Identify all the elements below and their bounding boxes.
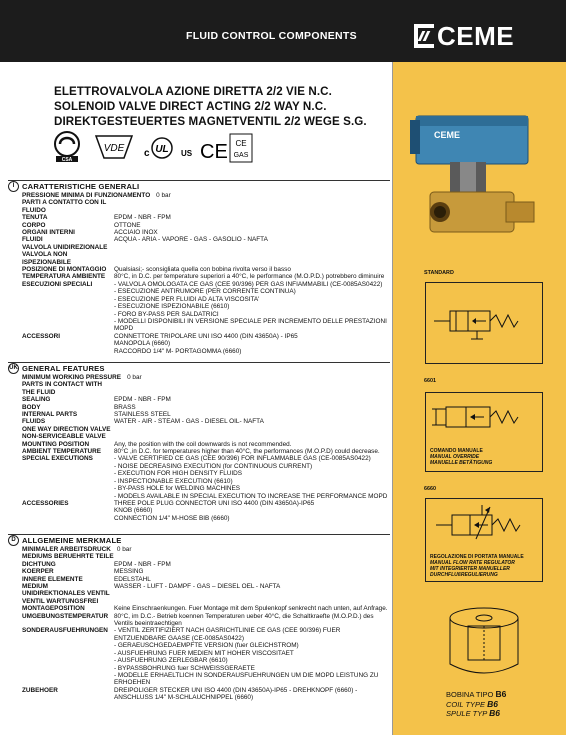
section-header [8,180,390,192]
spec-row [8,561,390,568]
caption-line: MANUAL OVERRIDE [430,454,480,460]
spec-key: UNIDIREKTIONALES VENTIL [22,590,110,598]
spec-row [8,583,390,590]
spec-key: ESECUZIONI SPECIALI [22,280,93,288]
section-english [8,362,390,522]
spec-key: SPECIAL EXECUTIONS [22,455,93,463]
spec-row [8,598,390,605]
ce-gas-mark-icon [230,134,252,162]
spec-row [8,333,390,355]
coil-label-en: COIL TYPE [446,699,488,709]
ce-mark-icon [200,141,228,163]
coil-label-de: SPULE TYP [446,709,490,718]
spec-row [8,244,390,251]
spec-value: EDELSTAHL [114,575,151,583]
caption-line: MANUAL FLOW RATE REGULATOR [430,560,515,566]
spec-value: WASSER - LUFT - DAMPF - GAS – DIESEL OEL - NAFTA [114,583,281,591]
spec-value: STAINLESS STEEL [114,411,171,419]
title-it: ELETTROVALVOLA AZIONE DIRETTA 2/2 VIE N.C. [54,85,332,98]
spec-row [8,396,390,403]
section-title: ALLGEMEINE MERKMALE [22,535,122,545]
spec-value: 80°C, in D.C. per temperature superiori a 40°C, le performance (M.O.P.D.) potrebbero diminuire [114,273,385,281]
symbol-6660-label: 6660 [424,486,436,492]
spec-row [8,613,390,628]
spec-value: OTTONE [114,221,141,229]
header-title: FLUID CONTROL COMPONENTS [186,30,357,42]
spec-value: ACCIAIO INOX [114,229,158,237]
spec-row [8,214,390,221]
spec-row [8,281,390,333]
spec-row [8,374,390,381]
caption-line: MIT INTEGRIERTER MANUELLER [430,566,510,572]
spec-key: NON-SERVICEABLE VALVE [22,433,106,441]
coil-label-it: BOBINA TIPO [446,690,496,699]
spec-key: INTERNAL PARTS [22,411,78,419]
page-header [0,0,566,62]
vde-mark-icon [96,136,132,158]
spec-value: EPDM - NBR - FPM [114,396,171,404]
spec-row [8,590,390,597]
spec-key: DICHTUNG [22,560,56,568]
spec-row [8,404,390,411]
svg-text:CSA: CSA [61,157,73,163]
spec-key: ONE WAY DIRECTION VALVE [22,425,111,433]
spec-row [8,222,390,229]
spec-key: BODY [22,403,41,411]
spec-value: CONNETTORE TRIPOLARE UNI ISO 4400 (DIN 43650A) - IP65 MANOPOLA (6660) RACCORDO 1/4" M- PORTAGOMMA (6660) [114,332,298,355]
coil-code: B6 [495,689,507,699]
svg-text:CE: CE [200,141,228,163]
spec-value: 80°C ,in D.C. for temperatures higher than 40°C, the performances (M.O.P.D) could decrease. [114,448,380,456]
title-de: DIREKTGESTEUERTES MAGNETVENTIL 2/2 WEGE S.G. [54,115,367,128]
spec-key: MOUNTING POSITION [22,440,90,448]
spec-key: VALVOLA UNIDIREZIONALE [22,243,108,251]
spec-value: - VALVE CERTIFIED CE GAS (CEE 90/396) FOR INFLAMMABLE GAS (CE-0085AS0422) - NOISE DECREASING EXECUTION (for CONTINUOUS CURRENT) - EXECUTION FOR HIGH DENSITY FLUIDS - INSPECTIONABLE EXECUTION (6610) - BY-PASS HOLE for WELDING MACHINES - MODELS AVAILABLE IN SPECIAL EXECUTION TO INCREASE THE PERFORMANCE MOPD [114,455,388,500]
spec-row [8,426,390,433]
spec-row [8,455,390,499]
csa-mark-icon [55,132,79,163]
spec-value: - VALVOLA OMOLOGATA CE GAS (CEE 90/396) PER GAS INFIAMMABILI (CE-0085AS0422) - ESECUZIONE ANTIRUMORE (PER CORRENTE CONTINUA) - ESECUZIONE PER FLUIDI AD ALTA VISCOSITA' - ESECUZIONE ISPEZIONABILE (6610) - FORO BY-PASS PER SALDATRICI - MODELLI DISPONIBILI IN VERSIONE SPECIALE PER INCREMENTO DELLE PRESTAZIONI MOPD [114,280,387,333]
spec-value: WATER - AIR - STEAM - GAS - DIESEL OIL- NAFTA [114,418,264,426]
svg-text:CEME: CEME [434,130,461,140]
valve-symbol-flow-regulator-icon [426,499,542,549]
spec-row [8,251,390,266]
spec-value: 80°C, im D.C.- Betrieb koennen Temperaturen ueber 40°C, die Schaltkraefte (M.O.P.D.) des Ventils beeintraechtigen [114,612,374,628]
spec-value [114,381,390,396]
ceme-logo [414,22,514,50]
spec-key: TEMPERATURA AMBIENTE [22,273,106,281]
section-italian [8,180,390,355]
symbol-6660 [425,498,543,582]
spec-key: MEDIUMS BERUEHRTE TEILE [22,553,114,561]
spec-key: PRESSIONE MINIMA DI FUNZIONAMENTO [22,192,151,199]
language-marker: I [8,181,19,192]
spec-key: VALVOLA NON ISPEZIONABILE [22,251,72,266]
svg-text:VDE: VDE [103,143,125,154]
coil-drawing [438,602,528,686]
section-german [8,534,390,702]
spec-key: KOERPER [22,568,54,576]
spec-row [8,568,390,575]
spec-value: ACQUA - ARIA - VAPORE - GAS - GASOLIO - NAFTA [114,236,268,244]
symbol-standard-label: STANDARD [424,270,454,276]
section-title: CARATTERISTICHE GENERALI [22,181,140,191]
svg-text:GAS: GAS [233,152,249,159]
spec-value [114,244,390,251]
column-divider [392,62,393,735]
ceme-logo-mark-icon [414,24,434,48]
spec-value: EPDM - NBR - FPM [114,560,171,568]
spec-value [114,590,390,597]
section-header [8,534,390,546]
section-title: GENERAL FEATURES [22,363,105,373]
spec-row [8,418,390,425]
spec-value: Keine Einschraenkungen. Fuer Montage mit dem Spulenkopf senkrecht nach unten, auf Anfrage. [114,605,388,613]
spec-row [8,273,390,280]
spec-value: MESSING [114,568,144,576]
spec-value: BRASS [114,403,136,411]
spec-key: VENTIL WARTUNGSFREI [22,597,99,605]
ul-mark-icon [144,138,193,159]
spec-row [8,576,390,583]
spec-key: AMBIENT TEMPERATURE [22,448,102,456]
spec-key: PARTS IN CONTACT WITH THE FLUID [22,381,102,396]
spec-row [8,687,390,702]
caption-line: MANUELLE BETÄTIGUNG [430,460,493,466]
spec-key: FLUIDS [22,418,46,426]
coil-type-label [446,690,506,719]
spec-row [8,411,390,418]
spec-row [8,192,390,199]
section-header [8,362,390,374]
spec-key: MEDIUM [22,583,48,591]
svg-text:CE: CE [235,139,247,148]
symbol-6601-label: 6601 [424,378,436,384]
caption-line: DURCHFLUßREGULIERUNG [430,572,498,578]
spec-row [8,381,390,396]
spec-row [8,229,390,236]
spec-key: ACCESSORI [22,332,60,340]
spec-key: MONTAGEPOSITION [22,605,85,613]
symbol-standard [425,282,543,364]
spec-key: PARTI A CONTATTO CON IL FLUIDO [22,199,107,214]
spec-key: UMGEBUNGSTEMPERATUR [22,612,109,620]
symbol-6601 [425,392,543,472]
coil-code: B6 [487,698,499,709]
title-en: SOLENOID VALVE DIRECT ACTING 2/2 WAY N.C. [54,100,327,113]
spec-value: 0 bar [127,374,142,381]
valve-symbol-manual-icon [426,393,542,443]
spec-value: 0 bar [156,192,171,199]
symbol-6601-caption [426,448,542,466]
spec-key: MINIMUM WORKING PRESSURE [22,374,122,381]
spec-value: EPDM - NBR - FPM [114,214,171,222]
spec-value: DREIPOLIGER STECKER UNI ISO 4400 (DIN 43650A)-IP65 - DREHKNOPF (6660) - ANSCHLUSS 1/4" M-SCHLAUCHNIPPEL (6660) [114,686,358,702]
svg-text:US: US [181,149,193,158]
spec-row [8,448,390,455]
spec-key: INNERE ELEMENTE [22,575,83,583]
language-marker: D [8,535,19,546]
spec-row [8,236,390,243]
svg-text:UL: UL [155,144,169,155]
spec-value [114,433,390,440]
symbol-6660-caption [426,554,542,578]
caption-line: REGOLAZIONE DI PORTATA MANUALE [430,554,524,560]
spec-value: 0 bar [116,546,132,553]
spec-row [8,500,390,522]
spec-row [8,553,390,560]
spec-value [114,426,390,433]
spec-value: Any, the position with the coil downwards is not recommended. [114,440,292,448]
spec-row [8,199,390,214]
valve-photo [410,96,550,256]
valve-symbol-standard-icon [426,283,542,363]
spec-row [8,433,390,440]
spec-row [8,627,390,686]
spec-row [8,441,390,448]
spec-value [114,199,390,214]
spec-row [8,605,390,612]
spec-key: SEALING [22,396,51,404]
spec-key: CORPO [22,221,46,229]
spec-value [114,251,390,266]
spec-key: MINIMALER ARBEITSDRUCK [22,546,111,553]
spec-value [114,553,390,560]
spec-value: - VENTIL ZERTIFIZIERT NACH GASRICHTLINIE CE GAS (CEE 90/396) FUER ENTZUENDBARE GAASE (CE-0085AS0422) - GERAEUSCHGEDAEMPFTE VERSION (fuer GLEICHSTROM) - AUSFUEHRUNG FUER MEDIEN MIT HOHER VISCOSITAET - AUSFUEHRUNG ZERLEGBAR (6610) - BYPASSBOHRUNG fuer SCHWEISSGERAETE - MODELLE ERHAELTLICH IN SONDERAUSFUEHRUNGEN UM DIE MOPD LEISTUNG ZU ERHOEHEN [114,627,379,687]
spec-value: Qualsiasi;- sconsigliata quella con bobina rivolta verso il basso [114,266,291,274]
certification-marks [52,128,382,168]
language-marker: UK [8,363,19,374]
spec-key: ZUBEHOER [22,686,58,694]
spec-row [8,546,390,553]
spec-value: THREE POLE PLUG CONNECTOR UNI ISO 4400 (DIN 43650A)-IP65 KNOB (6660) CONNECTION 1/4" M-HOSE BIB (6660) [114,499,315,522]
spec-value [114,598,390,605]
product-titles [54,84,384,129]
svg-text:c: c [144,148,150,159]
spec-key: FLUIDI [22,236,43,244]
spec-key: ORGANI INTERNI [22,229,75,237]
coil-code: B6 [489,708,500,718]
spec-key: TENUTA [22,214,48,222]
spec-key: SONDERAUSFUEHRUNGEN [22,627,108,635]
spec-key: POSIZIONE DI MONTAGGIO [22,266,107,274]
caption-line: COMANDO MANUALE [430,448,483,454]
spec-key: ACCESSORIES [22,499,69,507]
ceme-logo-text: CEME [437,21,515,51]
